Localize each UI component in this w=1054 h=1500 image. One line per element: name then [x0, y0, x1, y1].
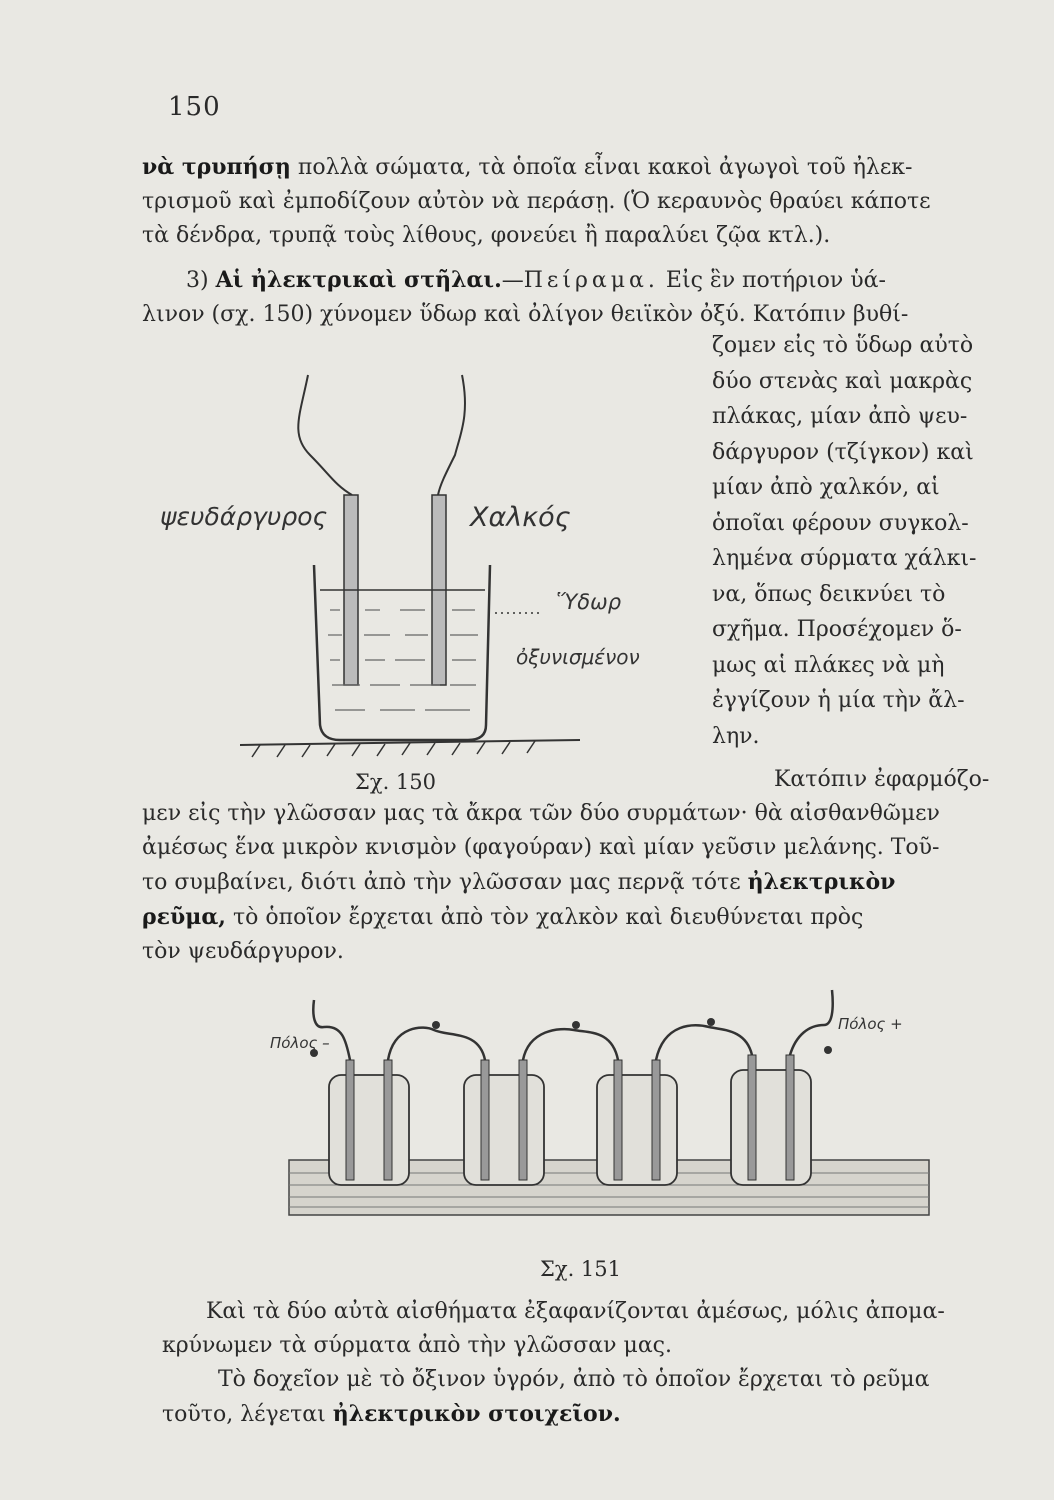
text-line: ὁποῖαι φέρουν συγκολ- [712, 510, 969, 536]
text-line: το συμβαίνει, διότι ἀπὸ τὴν γλῶσσαν μας περνᾷ τότε ἠλεκτρικὸν [142, 869, 896, 895]
term-electric-element: ἠλεκτρικὸν στοιχεῖον. [332, 1401, 621, 1427]
text-line: μως αἱ πλάκες νὰ μὴ [712, 652, 945, 678]
figure-150-caption: Σχ. 150 [355, 770, 437, 794]
text-line: μίαν ἀπὸ χαλκόν, αἱ [712, 475, 940, 500]
text-line: λημένα σύρματα χάλκι- [712, 546, 977, 571]
page-number: 150 [168, 92, 221, 122]
label-copper: Χαλκός [470, 502, 571, 533]
text-line: ἐγγίζουν ἡ μία τὴν ἄλ- [712, 688, 965, 713]
text-line: δάργυρον (τζίγκον) καὶ [712, 439, 974, 465]
text-line: τοῦτο, λέγεται ἠλεκτρικὸν στοιχεῖον. [162, 1401, 621, 1427]
text-line: πλάκας, μίαν ἀπὸ ψευ- [712, 404, 968, 429]
label-pole-positive: Πόλος + [838, 1015, 903, 1033]
label-zinc: ψευδάργυρος [160, 502, 328, 531]
section-heading: Αἱ ἠλεκτρικαὶ στῆλαι. [215, 267, 502, 293]
label-acidified: ὀξυνισμένον [516, 645, 640, 669]
text-line: σχῆμα. Προσέχομεν ὅ- [712, 617, 962, 642]
text-line: τὰ δένδρα, τρυπᾷ τοὺς λίθους, φονεύει ἢ παραλύει ζῷα κτλ.). [142, 223, 831, 248]
text-line: κρύνωμεν τὰ σύρματα ἀπὸ τὴν γλῶσσαν μας. [162, 1333, 672, 1358]
experiment-label: Πείραμα. [523, 268, 659, 293]
figure-151-caption: Σχ. 151 [540, 1257, 622, 1281]
side-column-text [712, 328, 1012, 754]
text-line: δύο στενὰς καὶ μακρὰς [712, 368, 973, 394]
section-number: 3) [186, 268, 209, 293]
section-heading-line: 3) Αἱ ἠλεκτρικαὶ στῆλαι.—Πείραμα. Εἰς ἓν ποτήριον ὑά- [186, 267, 886, 293]
section-electric-piles [142, 263, 1014, 332]
text-line: ρεῦμα, τὸ ὁποῖον ἔρχεται ἀπὸ τὸν χαλκὸν καὶ διευθύνεται πρὸς [142, 904, 864, 930]
text-line: μεν εἰς τὴν γλῶσσαν μας τὰ ἄκρα τῶν δύο συρμάτων· θὰ αἰσθανθῶμεν [142, 801, 940, 826]
figure-150-illustration [240, 355, 660, 775]
text-line: ζομεν εἰς τὸ ὕδωρ αὐτὸ [712, 333, 974, 358]
text-line: να, ὅπως δεικνύει τὸ [712, 581, 946, 607]
text-line: τρισμοῦ καὶ ἐμποδίζουν αὐτὸν νὰ περάσῃ. (Ὁ κεραυνὸς θραύει κάποτε [142, 189, 931, 214]
label-water: Ὕδωρ [556, 590, 622, 614]
label-pole-negative: Πόλος – [270, 1034, 330, 1052]
paragraph-lightning [142, 150, 1014, 253]
text-line: Καὶ τὰ δύο αὐτὰ αἰσθήματα ἐξαφανίζονται ἀμέσως, μόλις ἀπομα- [206, 1299, 945, 1324]
text-line: Κατόπιν ἐφαρμόζο- [774, 767, 990, 792]
text-line: λην. [712, 723, 760, 749]
text-line: τὸν ψευδάργυρον. [142, 939, 344, 964]
paragraph-electric-element [142, 1295, 1014, 1432]
paragraph-tongue-experiment [142, 763, 1014, 969]
text-line: νὰ τρυπήσῃ πολλὰ σώματα, τὰ ὁποῖα εἶναι κακοὶ ἀγωγοὶ τοῦ ἠλεκ- [142, 154, 913, 180]
text-line: λινον (σχ. 150) χύνομεν ὕδωρ καὶ ὀλίγον θειϊκὸν ὀξύ. Κατόπιν βυθί- [142, 302, 909, 327]
text-line: Τὸ δοχεῖον μὲ τὸ ὄξινον ὑγρόν, ἀπὸ τὸ ὁποῖον ἔρχεται τὸ ρεῦμα [218, 1367, 930, 1392]
text-line: ἀμέσως ἕνα μικρὸν κνισμὸν (φαγούραν) καὶ μίαν γεῦσιν μελάνης. Τοῦ- [142, 835, 940, 860]
